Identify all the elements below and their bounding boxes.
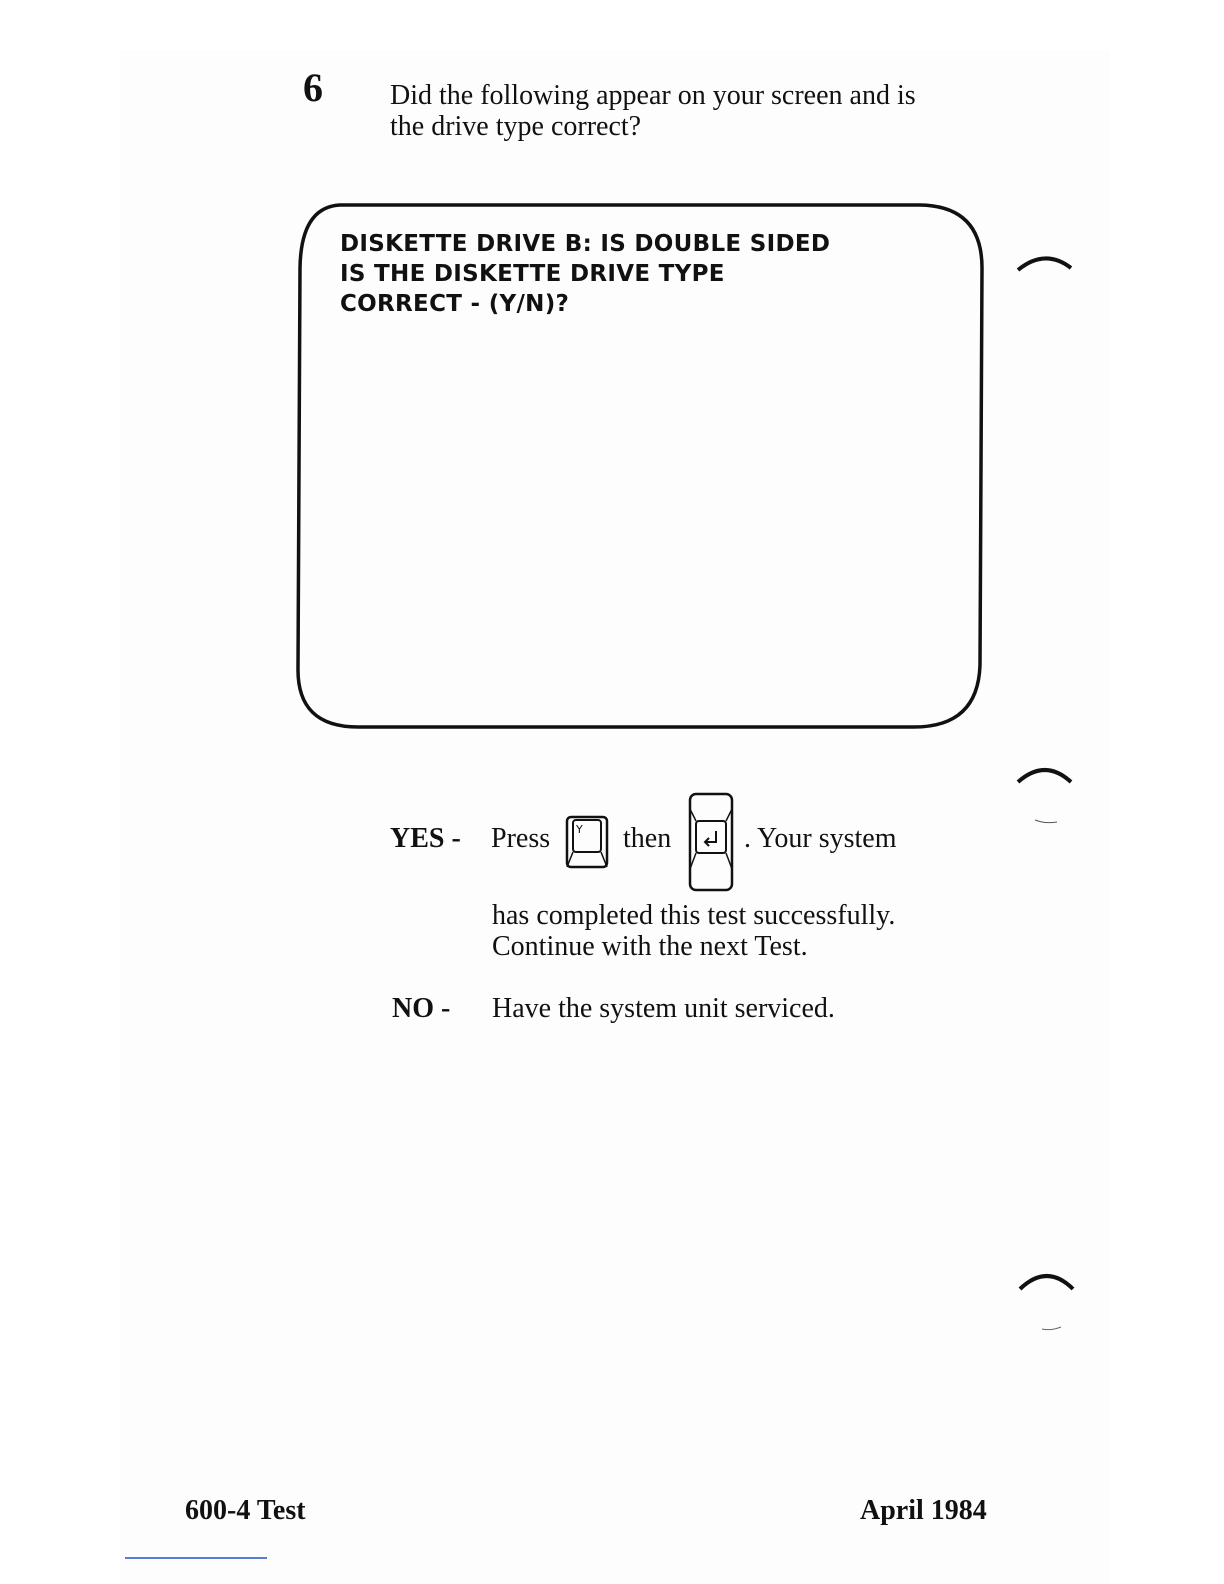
then-text: then <box>623 823 672 854</box>
no-label: NO - <box>392 993 451 1024</box>
screen-message <box>340 229 830 319</box>
no-text: Have the system unit serviced. <box>492 993 835 1024</box>
step-number: 6 <box>303 65 323 110</box>
question-line-1: Did the following appear on your screen and is <box>390 80 916 111</box>
scan-artifact-line <box>125 1557 267 1559</box>
footer-page-id: 600-4 Test <box>185 1495 306 1526</box>
binder-hole-mark-1 <box>1015 250 1077 280</box>
enter-key-icon <box>687 791 735 893</box>
y-key-label: Y <box>576 823 583 836</box>
binder-hole-mark-2 <box>1015 760 1077 830</box>
yes-label: YES - <box>390 823 461 854</box>
yes-line-3: Continue with the next Test. <box>492 931 808 962</box>
screen-line-1: DISKETTE DRIVE B: IS DOUBLE SIDED <box>340 231 831 257</box>
footer-date: April 1984 <box>860 1495 987 1526</box>
your-system-text: . Your system <box>744 823 897 854</box>
question-line-2: the drive type correct? <box>390 111 642 142</box>
screen-line-3: CORRECT - (Y/N)? <box>340 291 570 317</box>
binder-hole-mark-3 <box>1017 1265 1079 1335</box>
press-text: Press <box>491 823 551 854</box>
yes-line-2: has completed this test successfully. <box>492 900 896 931</box>
y-key-icon <box>565 815 609 871</box>
screen-line-2: IS THE DISKETTE DRIVE TYPE <box>340 261 725 287</box>
